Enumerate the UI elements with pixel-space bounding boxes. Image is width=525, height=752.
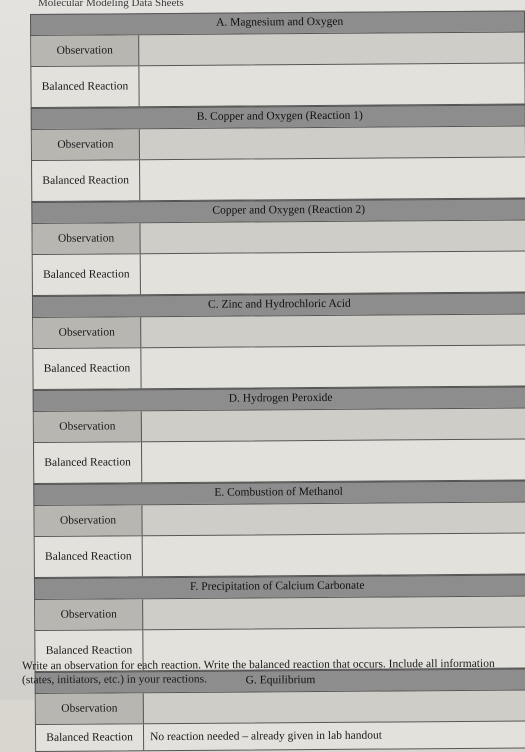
- section-title-bar: [31, 105, 525, 129]
- balanced-reaction-row: [30, 63, 525, 108]
- instructions-note: Write an observation for each reaction. Write the balanced reaction that occurs. Include all information (states, initiators, etc.) in your reactions.: [21, 657, 495, 687]
- section-d: [33, 387, 525, 484]
- balanced-reaction-label: Balanced Reaction: [36, 724, 144, 751]
- balanced-reaction-label: Balanced Reaction: [33, 254, 141, 295]
- observation-label: Observation: [34, 505, 142, 536]
- data-sheet-table: [30, 11, 525, 752]
- balanced-reaction-label: Balanced Reaction: [31, 66, 139, 107]
- section-e: [33, 481, 525, 578]
- balanced-reaction-label: Balanced Reaction: [35, 630, 143, 671]
- section-title-bar: [30, 11, 525, 35]
- observation-field[interactable]: [144, 691, 525, 724]
- observation-row: [35, 690, 525, 724]
- balanced-reaction-field[interactable]: [143, 534, 525, 577]
- observation-field[interactable]: [142, 503, 525, 536]
- balanced-reaction-field[interactable]: [141, 346, 525, 389]
- balanced-reaction-label: Balanced Reaction: [34, 442, 142, 483]
- observation-label: Observation: [31, 35, 139, 66]
- observation-row: [30, 32, 525, 66]
- section-b2: [31, 199, 525, 296]
- section-title: D. Hydrogen Peroxide: [228, 391, 333, 405]
- section-title: Copper and Oxygen (Reaction 2): [212, 203, 366, 217]
- balanced-reaction-row: [34, 533, 525, 578]
- observation-row: [33, 502, 525, 536]
- section-c: [32, 293, 525, 390]
- section-title-bar: [33, 481, 525, 505]
- observation-field[interactable]: [141, 315, 525, 348]
- balanced-reaction-field[interactable]: [142, 440, 525, 483]
- section-title: F. Precipitation of Calcium Carbonate: [189, 579, 365, 593]
- section-title: G. Equilibrium: [245, 674, 316, 687]
- observation-field[interactable]: [143, 597, 525, 630]
- section-title: E. Combustion of Methanol: [214, 485, 343, 499]
- observation-field[interactable]: [140, 221, 525, 254]
- balanced-reaction-row: [31, 157, 525, 202]
- observation-label: Observation: [34, 411, 142, 442]
- section-b: [31, 105, 525, 202]
- observation-row: [32, 314, 525, 348]
- balanced-reaction-row: [35, 721, 525, 752]
- balanced-reaction-field[interactable]: [140, 158, 525, 201]
- observation-row: [33, 408, 525, 442]
- observation-field[interactable]: [142, 409, 525, 442]
- balanced-reaction-field[interactable]: [139, 64, 524, 107]
- section-title: A. Magnesium and Oxygen: [216, 15, 344, 29]
- section-title: C. Zinc and Hydrochloric Acid: [207, 297, 351, 311]
- observation-field[interactable]: [139, 33, 524, 66]
- observation-label: Observation: [33, 317, 141, 348]
- observation-row: [31, 220, 525, 254]
- section-a: [30, 11, 525, 108]
- section-title-bar: [34, 575, 525, 599]
- observation-row: [34, 596, 525, 630]
- section-title-bar: [32, 293, 525, 317]
- observation-label: Observation: [32, 223, 140, 254]
- page-title: Molecular Modeling Data Sheets: [38, 0, 184, 9]
- balanced-reaction-row: [32, 251, 525, 296]
- observation-label: Observation: [36, 693, 144, 724]
- balanced-reaction-label: Balanced Reaction: [32, 160, 140, 201]
- section-title-bar: [33, 387, 525, 411]
- balanced-reaction-label: Balanced Reaction: [35, 536, 143, 577]
- observation-field[interactable]: [140, 127, 525, 160]
- observation-row: [31, 126, 525, 160]
- balanced-reaction-row: [32, 345, 525, 390]
- section-title-bar: [31, 199, 525, 223]
- observation-label: Observation: [32, 129, 140, 160]
- observation-label: Observation: [35, 599, 143, 630]
- section-title: B. Copper and Oxygen (Reaction 1): [196, 109, 363, 123]
- balanced-reaction-row: [33, 439, 525, 484]
- balanced-reaction-field[interactable]: No reaction needed – already given in lab handout: [150, 729, 382, 744]
- balanced-reaction-field[interactable]: [141, 252, 525, 295]
- balanced-reaction-label: Balanced Reaction: [33, 348, 141, 389]
